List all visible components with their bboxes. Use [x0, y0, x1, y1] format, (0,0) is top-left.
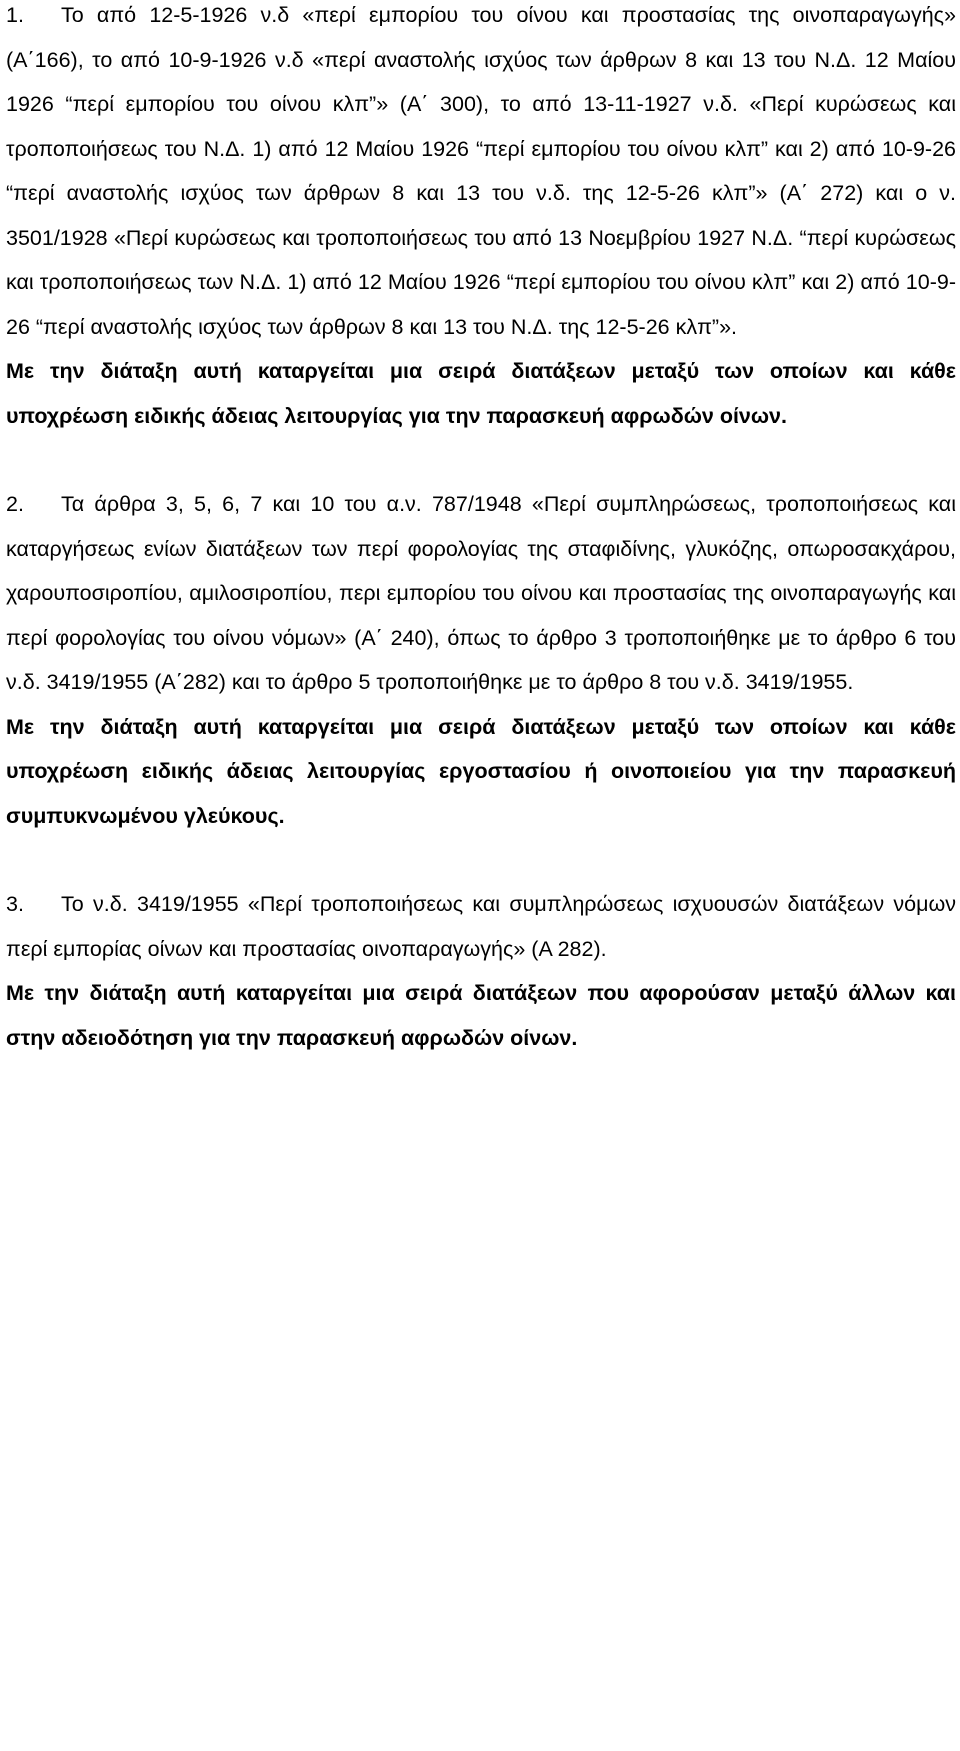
spacer [6, 838, 956, 882]
item-3-note: Με την διάταξη αυτή καταργείται μια σειρά διατάξεων που αφορούσαν μεταξύ άλλων και στην αδειοδότηση για την παρασκευή αφρωδών οίνων. [6, 981, 956, 1050]
item-1-text: Το από 12-5-1926 ν.δ «περί εμπορίου του οίνου και προστασίας της οινοπαραγωγής» (Α΄166), το από 10-9-1926 ν.δ «περί αναστολής ισχύος των άρθρων 8 και 13 του Ν.Δ. 12 Μαίου 1926 “περί εμπορίου του οίνου κλπ”» (Α΄ 300), το από 13-11-1927 ν.δ. «Περί κυρώσεως και τροποποιήσεως του Ν.Δ. 1) από 12 Μαίου 1926 “περί εμπορίου του οίνου κλπ” και 2) από 10-9-26 “περί αναστολής ισχύος των άρθρων 8 και 13 του ν.δ. της 12-5-26 κλπ”» (Α΄ 272) και ο ν. 3501/1928 «Περί κυρώσεως και τροποποιήσεως του από 13 Νοεμβρίου 1927 Ν.Δ. “περί κυρώσεως και τροποποιήσεως των Ν.Δ. 1) από 12 Μαίου 1926 “περί εμπορίου του οίνου κλπ” και 2) από 10-9-26 “περί αναστολής ισχύος των άρθρων 8 και 13 του Ν.Δ. της 12-5-26 κλπ”». [6, 3, 956, 339]
list-item-2 [6, 482, 956, 838]
item-2-text: Τα άρθρα 3, 5, 6, 7 και 10 του α.ν. 787/1948 «Περί συμπληρώσεως, τροποποιήσεως και καταργήσεως ενίων διατάξεων των περί φορολογίας της σταφιδίνης, γλυκόζης, οπωροσακχάρου, χαρουποσιροπίου, αμιλοσιροπίου, περι εμπορίου του οίνου και προστασίας της οινοπαραγωγής και περί φορολογίας του οίνου νόμων» (Α΄ 240), όπως το άρθρο 3 τροποποιήθηκε με το άρθρο 6 του ν.δ. 3419/1955 (Α΄282) και το άρθρο 5 τροποποιήθηκε με το άρθρο 8 του ν.δ. 3419/1955. [6, 492, 956, 694]
item-2-note: Με την διάταξη αυτή καταργείται μια σειρά διατάξεων μεταξύ των οποίων και κάθε υποχρέωση ειδικής άδειας λειτουργίας εργοστασίου ή οινοποιείου για την παρασκευή συμπυκνωμένου γλεύκους. [6, 714, 956, 828]
item-2-paragraph [6, 482, 956, 705]
item-3-number: 3. [6, 892, 24, 916]
item-2-number: 2. [6, 492, 24, 516]
list-item-3 [6, 882, 956, 1060]
list-item-1 [6, 0, 956, 438]
item-1-paragraph [6, 0, 956, 349]
item-1-number: 1. [6, 3, 24, 27]
item-3-paragraph [6, 882, 956, 971]
item-3-text: Το ν.δ. 3419/1955 «Περί τροποποιήσεως και συμπληρώσεως ισχυουσών διατάξεων νόμων περί εμπορίας οίνων και προστασίας οινοπαραγωγής» (Α 282). [6, 892, 956, 961]
item-1-note: Με την διάταξη αυτή καταργείται μια σειρά διατάξεων μεταξύ των οποίων και κάθε υποχρέωση ειδικής άδειας λειτουργίας για την παρασκευή αφρωδών οίνων. [6, 359, 956, 428]
spacer [6, 438, 956, 482]
